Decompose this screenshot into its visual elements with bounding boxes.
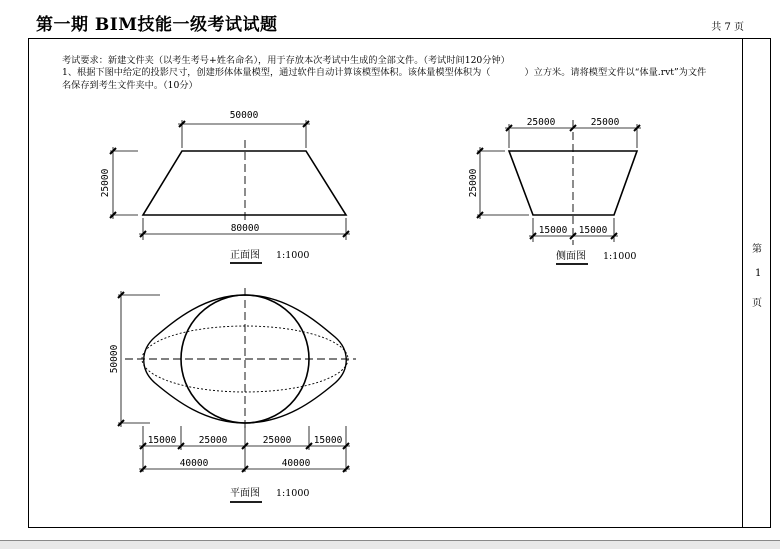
side-dim-top-right-label: 25000 — [590, 117, 620, 128]
front-dim-left — [110, 147, 138, 219]
front-view — [100, 110, 350, 263]
side-dim-bottom-left-label: 15000 — [538, 225, 568, 236]
plan-view-scale: 1:1000 — [276, 488, 310, 499]
plan-dim-seg4-label: 15000 — [313, 435, 343, 446]
plan-dim-seg3-label: 25000 — [262, 435, 292, 446]
side-view — [468, 117, 641, 264]
front-dim-top — [178, 120, 310, 148]
front-dim-top-label: 50000 — [229, 110, 259, 121]
question-text-part1: 1、根据下图中给定的投影尺寸，创建形体体量模型，通过软件自动计算该模型体积。该体量模型体积为（ — [62, 67, 491, 78]
front-dim-left-label: 25000 — [100, 168, 111, 198]
side-view-scale: 1:1000 — [603, 251, 637, 262]
plan-dim-half-left-label: 40000 — [179, 458, 209, 469]
side-label-1: 1 — [755, 268, 762, 279]
question-text-part2: ）立方米。请将模型文件以“体量.rvt”为文件名保存到考生文件夹中。（10分） — [62, 67, 707, 91]
front-view-label: 正面图 — [230, 250, 260, 261]
side-dim-top-left-label: 25000 — [526, 117, 556, 128]
front-view-scale: 1:1000 — [276, 250, 310, 261]
plan-dim-left-label: 50000 — [109, 344, 120, 374]
document-title: 第一期 BIM技能一级考试试题 — [36, 15, 278, 35]
plan-view — [109, 288, 356, 502]
side-label-2: 页 — [752, 298, 762, 309]
plan-dim-seg2-label: 25000 — [198, 435, 228, 446]
side-dim-left-label: 25000 — [468, 168, 479, 198]
plan-dim-seg1-label: 15000 — [147, 435, 177, 446]
exam-requirement: 考试要求：新建文件夹（以考生考号+姓名命名），用于存放本次考试中生成的全部文件。（考试时间120分钟） — [62, 55, 510, 66]
side-dim-bottom-right-label: 15000 — [578, 225, 608, 236]
viewer-bottom-bar — [0, 541, 780, 549]
plan-dim-row2 — [139, 466, 350, 472]
plan-dim-half-right-label: 40000 — [281, 458, 311, 469]
side-view-label: 侧面图 — [556, 251, 586, 262]
side-label-0: 第 — [752, 244, 762, 255]
front-trapezoid — [143, 151, 346, 215]
plan-view-label: 平面图 — [230, 488, 260, 499]
front-dim-bottom-label: 80000 — [230, 223, 260, 234]
total-pages: 共 7 页 — [711, 22, 744, 33]
plan-dim-row1 — [139, 426, 350, 472]
